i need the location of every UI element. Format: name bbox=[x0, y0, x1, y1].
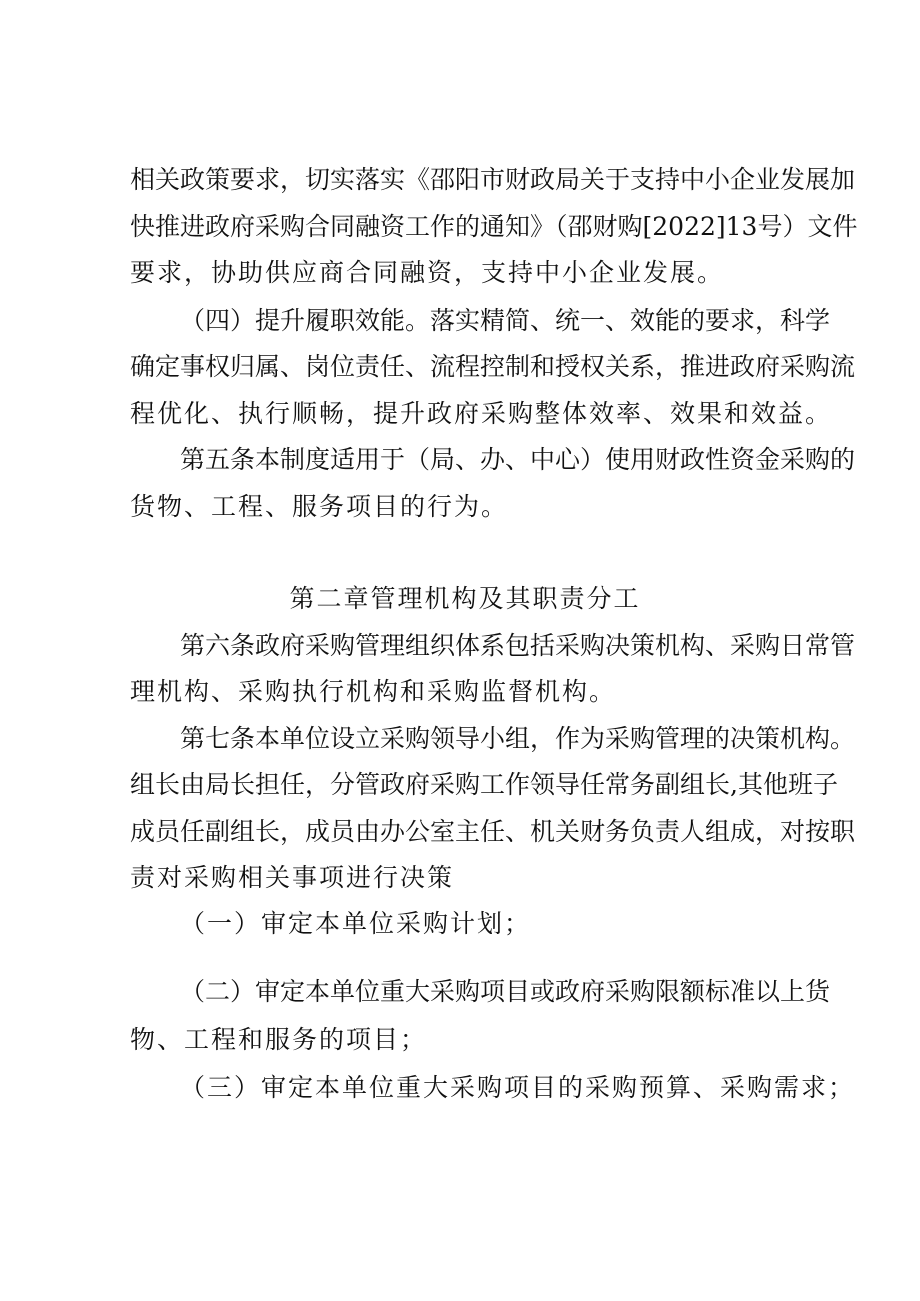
paragraph-2-line-2: 确定事权归属、岗位责任、流程控制和授权关系，推进政府采购流 bbox=[130, 352, 856, 381]
article-6-line-2: 理机构、采购执行机构和采购监督机构。 bbox=[130, 677, 617, 706]
paragraph-1-line-2: 快推进政府采购合同融资工作的通知》（邵财购[2022]13号）文件 bbox=[130, 212, 858, 241]
paragraph-2-line-3: 程优化、执行顺畅，提升政府采购整体效率、效果和效益。 bbox=[130, 399, 833, 428]
item-1: （一）审定本单位采购计划； bbox=[180, 909, 532, 938]
item-2-line-2: 物、工程和服务的项目； bbox=[130, 1025, 428, 1054]
article-7-line-2: 组长由局长担任，分管政府采购工作领导任常务副组长,其他班子 bbox=[130, 770, 838, 799]
paragraph-1-line-3: 要求，协助供应商合同融资，支持中小企业发展。 bbox=[130, 258, 725, 287]
paragraph-1-line-1: 相关政策要求，切实落实《邵阳市财政局关于支持中小企业发展加 bbox=[130, 165, 856, 194]
paragraph-2-line-1: （四）提升履职效能。落实精简、统一、效能的要求，科学 bbox=[180, 306, 831, 335]
article-7-line-3: 成员任副组长，成员由办公室主任、机关财务负责人组成，对按职 bbox=[130, 817, 856, 846]
chapter-heading: 第二章管理机构及其职责分工 bbox=[289, 584, 641, 613]
article-7-line-4: 责对采购相关事项进行决策 bbox=[130, 863, 455, 892]
article-5-line-1: 第五条本制度适用于（局、办、中心）使用财政性资金采购的 bbox=[180, 445, 856, 474]
item-2-line-1: （二）审定本单位重大采购项目或政府采购限额标准以上货 bbox=[180, 977, 831, 1006]
article-5-line-2: 货物、工程、服务项目的行为。 bbox=[130, 492, 509, 521]
item-3: （三）审定本单位重大采购项目的采购预算、采购需求； bbox=[180, 1073, 856, 1102]
article-7-line-1: 第七条本单位设立采购领导小组，作为采购管理的决策机构。 bbox=[180, 724, 856, 753]
article-6-line-1: 第六条政府采购管理组织体系包括采购决策机构、采购日常管 bbox=[180, 631, 856, 660]
